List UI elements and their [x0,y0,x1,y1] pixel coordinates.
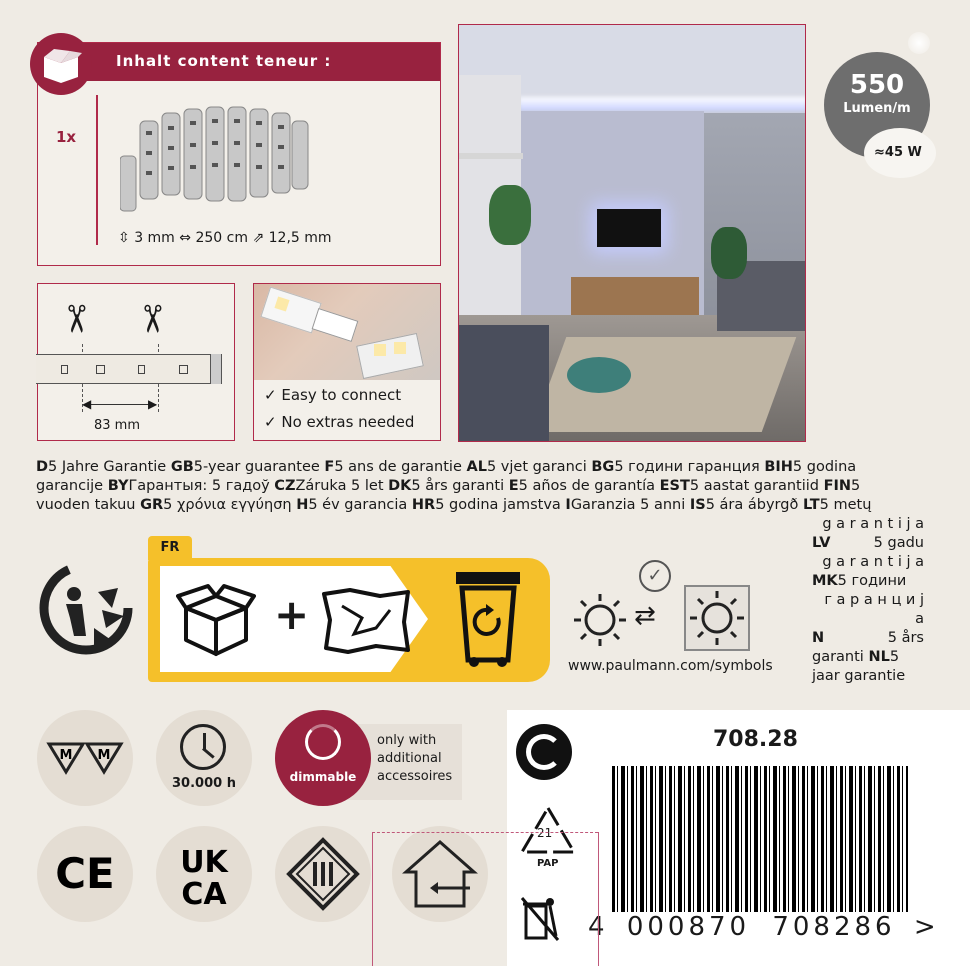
scissors-icon: ✂ [129,303,174,335]
ean-text: 4 000870 708286 > [588,912,940,942]
barcode [612,766,908,914]
guarantee-line-3: vuoden takuu GR5 χρόνια εγγύηση H5 év garancia HR5 godina jamstva IGaranzia 5 anni IS5 ára ábyrgð LT5 metų [36,497,872,513]
width-icon: ⇗ [252,230,269,246]
checkmark-icon: ✓ [264,386,282,404]
svg-text:UK: UK [180,845,228,880]
tv-stand [571,277,699,319]
guarantee-right-column: g a r a n t i j a LV 5 gadu g a r a n t i j a MK5 години г а р а н ц и ј а N 5 års garanti NL5 jaar garantie [812,516,924,684]
checkmark-icon: ✓ [264,413,282,431]
indoor-use-icon [392,826,488,922]
plus-icon: + [274,590,310,639]
timer-icon [180,724,226,770]
die-cut-line [372,832,373,966]
dimension-row [118,230,332,246]
arrow-right: ▶ [148,397,158,411]
pap-label: PAP [537,858,559,869]
box-icon [30,33,92,95]
led-strip-icon [120,101,310,213]
die-cut-line [598,832,599,966]
dimmable-label: dimmable [289,770,357,784]
lumen-value: 550 [849,70,905,100]
connect-panel [253,283,441,441]
svg-text:M: M [59,748,73,763]
led-strip-segment [36,354,222,384]
svg-text:CE: CE [55,849,115,898]
cut-distance: 83 mm [94,418,141,433]
guarantee-line-2: garancije BYГарантыя: 5 гадоў CZZáruka 5 let DK5 års garanti E5 años de garantía EST5 aastat garantiid FIN5 [36,478,861,494]
trash-icon [520,896,560,942]
content-box [37,42,441,266]
dim-height: 3 mm [134,230,175,246]
dim-length: 250 cm [195,230,248,246]
room-photo [458,24,806,442]
plant [711,227,747,279]
shelf [459,153,523,159]
country-tag: FR [148,536,192,560]
guarantee-line-1: D5 Jahre Garantie GB5-year guarantee F5 ans de garantie AL5 vjet garanci BG5 години гаранция BIH5 godina [36,459,857,475]
triman-icon [36,558,136,658]
feature-2: ✓ No extras needed [264,413,415,431]
cut-panel [37,283,235,441]
arrow-left: ◀ [82,397,92,411]
checkmark-icon: ✓ [639,560,671,592]
plant [489,185,531,245]
ukca-mark-icon [156,826,252,922]
symbols-url[interactable]: www.paulmann.com/symbols [568,658,773,674]
exchange-arrows-icon: ⇄ [634,601,656,631]
quantity-label: 1x [56,128,77,146]
die-cut-line [372,832,598,833]
paper-icon [320,588,412,654]
pap-code: 21 [537,826,553,840]
ottoman [567,357,631,393]
article-number: 708.28 [713,727,798,752]
sparkle-icon [908,32,930,54]
measure-arrow [84,404,156,405]
ce-mark-icon [37,826,133,922]
content-header-text: Inhalt content teneur : [116,52,332,70]
svg-text:M: M [97,748,111,763]
dimmable-note: only with additional accessoires [377,733,453,784]
content-divider [96,95,98,245]
scissors-icon: ✂ [53,303,98,335]
power-value: ≈45 W [874,145,922,160]
dimmable-badge [275,710,371,806]
sun-icon [572,592,628,648]
replaceable-box [684,585,750,651]
class-iii-icon [275,826,371,922]
height-icon: ⇳ [118,230,135,246]
length-icon: ⇔ [179,230,196,246]
mm-mark-icon [37,710,133,806]
green-dot-icon [516,724,572,780]
lumen-unit: Lumen/m [843,101,911,116]
tv [597,209,661,247]
dim-width: 12,5 mm [268,230,332,246]
svg-text:CA: CA [181,877,227,912]
connector-photo [254,284,440,380]
feature-1: ✓ Easy to connect [264,386,402,404]
dimmer-icon [305,724,341,760]
recycle-bin-icon [452,568,524,670]
box-icon [176,582,256,658]
sofa-left [459,325,549,442]
lifetime-value: 30.000 h [172,776,236,791]
led-light-line [519,97,806,111]
lifetime-badge [156,710,252,806]
